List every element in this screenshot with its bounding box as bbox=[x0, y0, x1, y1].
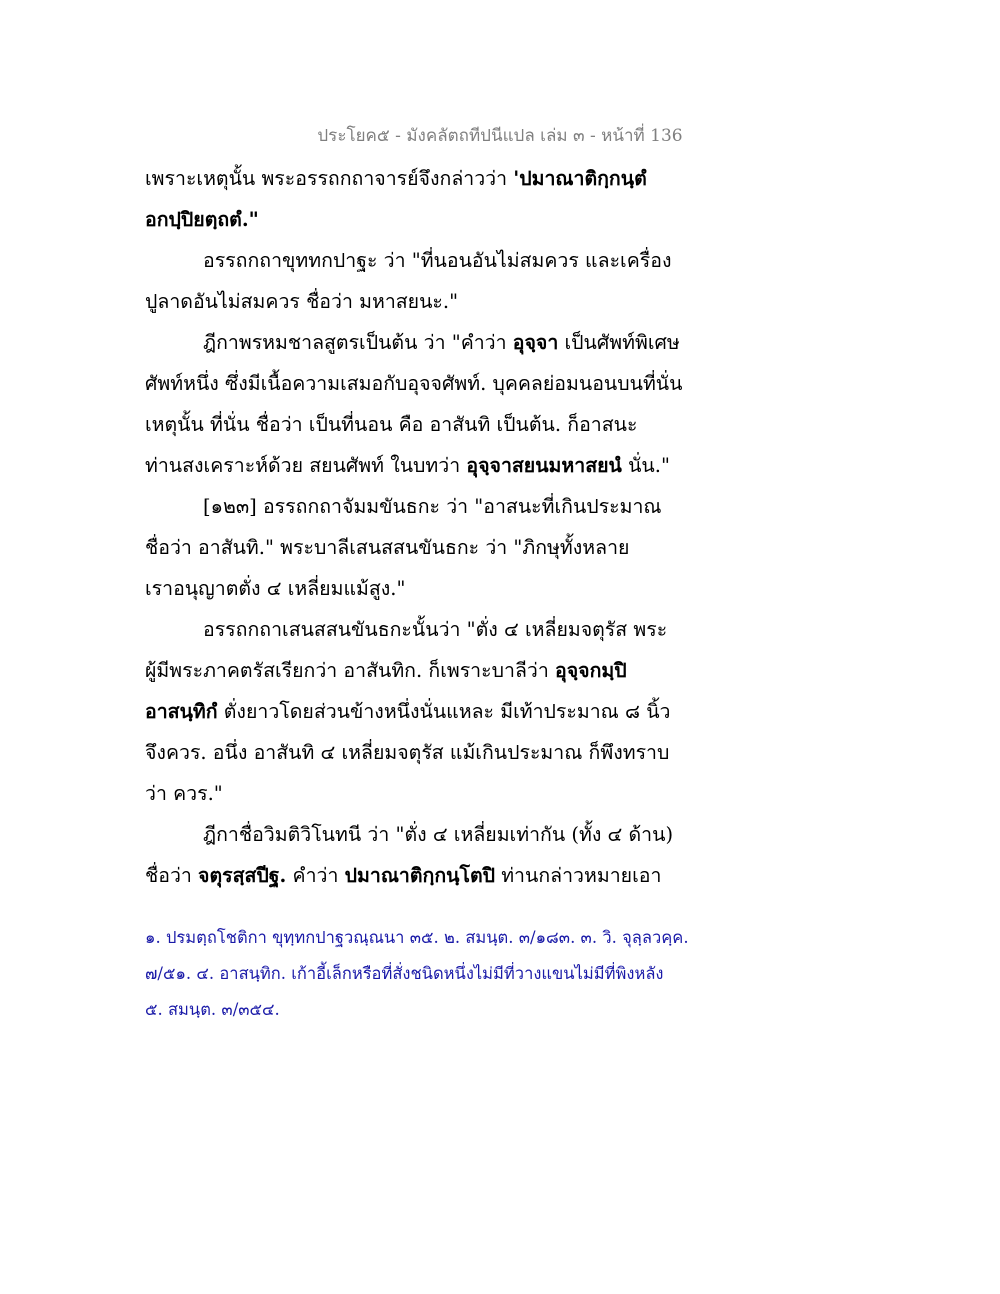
text-segment: จัมมขันธกะ ว่า "อาสนะที่เกินประมาณ bbox=[342, 495, 662, 518]
text-segment: นั่น." bbox=[621, 454, 670, 477]
pali-term: อุจฺจา bbox=[512, 331, 559, 354]
text-line bbox=[145, 732, 705, 773]
text-line bbox=[145, 322, 705, 363]
text-line bbox=[145, 486, 705, 527]
text-line bbox=[145, 281, 705, 322]
text-line bbox=[145, 568, 705, 609]
body-text bbox=[145, 158, 705, 896]
text-segment: เราอนุญาตตั่ง ๔ เหลี่ยม bbox=[145, 577, 344, 600]
footnote-line: ๕. สมนฺต. ๓/๓๕๔. bbox=[145, 1000, 280, 1019]
text-line bbox=[145, 650, 705, 691]
text-segment: ชื่อว่า bbox=[145, 864, 199, 887]
pali-term: 'ปมาณาติกฺกนฺตํ bbox=[513, 167, 647, 190]
text-segment: ท่านกล่าวหมายเอา bbox=[495, 864, 662, 887]
pali-term: อุจฺจกมฺปิ bbox=[555, 659, 627, 682]
text-segment: ศัพท์หนึ่ง ซึ่งมีเนื้อความเสมอกับอุจจศัพท์. บุคคลย่อมนอนบนที่นั่น bbox=[145, 372, 683, 395]
footnotes bbox=[145, 920, 765, 1028]
text-segment: เพราะเหตุนั้น พระอรรถกถาจารย์จึงกล่าวว่า bbox=[145, 167, 514, 190]
footnote-line: ๑. ปรมตฺถโชติกา ขุทฺทกปาฐวณฺณนา ๓๕. ๒. สมนฺต. ๓/๑๘๓. ๓. วิ. จุลฺลวคฺค. bbox=[145, 928, 689, 947]
text-segment: อรรถกถา bbox=[203, 618, 283, 641]
text-segment: ปูลาดอันไม่สมควร ชื่อว่า มหาสยนะ." bbox=[145, 290, 459, 313]
pali-term: อกปฺปิยตฺถตํ." bbox=[145, 208, 259, 231]
text-line bbox=[145, 445, 705, 486]
text-segment: คำว่า bbox=[286, 864, 345, 887]
text-segment: ว่า ควร." bbox=[145, 782, 223, 805]
text-segment: เหตุนั้น ที่นั่น ชื่อว่า เป็นที่นอน คือ อาสันทิ เป็นต้น. ก็อาสนะ bbox=[145, 413, 638, 436]
text-line bbox=[145, 814, 705, 855]
text-segment: อรรถกถา bbox=[203, 249, 283, 272]
text-segment: ฎีกาชื่อวิมติวิโนทนี ว่า "ตั่ง ๔ เหลี่ยมเท่ากัน (ทั้ง ๔ ด้าน) bbox=[203, 823, 674, 846]
text-segment: [๑๒๓] อรรถกถา bbox=[203, 495, 343, 518]
text-segment: แม้สูง." bbox=[343, 577, 406, 600]
text-segment: ผู้มีพระภาคตรัสเรียกว่า อาสันทิก. ก็เพราะบาลีว่า bbox=[145, 659, 555, 682]
text-segment: ฎีกาพรหมชาลสูตรเป็นต้น ว่า "คำว่า bbox=[203, 331, 513, 354]
text-line bbox=[145, 773, 705, 814]
text-line bbox=[145, 404, 705, 445]
text-line bbox=[145, 240, 705, 281]
text-segment: ชื่อว่า อาสันทิ." พระบาลี bbox=[145, 536, 350, 559]
pali-term: ปมาณาติกฺกนฺโตปิ bbox=[344, 864, 495, 887]
footnote-line: ๗/๕๑. ๔. อาสนฺทิก. เก้าอี้เล็กหรือที่สั่งชนิดหนึ่งไม่มีที่วางแขนไม่มีที่พิงหลัง bbox=[145, 964, 664, 983]
pali-term: อุจฺจาสยนมหาสยนํ bbox=[466, 454, 622, 477]
pali-term: จตุรสฺสปีฐ. bbox=[198, 864, 287, 887]
text-segment: เสนสสนขันธกะนั้นว่า "ตั่ง ๔ เหลี่ยมจตุรัส พระ bbox=[282, 618, 668, 641]
text-line bbox=[145, 363, 705, 404]
pali-term: อาสนฺทิกํ bbox=[145, 700, 218, 723]
text-segment: ท่านสงเคราะห์ด้วย สยนศัพท์ ในบทว่า bbox=[145, 454, 467, 477]
text-segment: จึงควร. อนึ่ง อาสันทิ ๔ เหลี่ยมจตุรัส แม้เกินประมาณ ก็พึงทราบ bbox=[145, 741, 670, 764]
text-line bbox=[145, 199, 705, 240]
text-line bbox=[145, 158, 705, 199]
text-line bbox=[145, 691, 705, 732]
page-header: ประโยค๕ - มังคลัตถทีปนีแปล เล่ม ๓ - หน้าที่ 136 bbox=[317, 126, 683, 146]
text-segment: เป็นศัพท์พิเศษ bbox=[558, 331, 680, 354]
text-segment: ตั่งยาวโดยส่วนข้างหนึ่งนั่นแหละ มีเท้าประมาณ ๘ นิ้ว bbox=[217, 700, 671, 723]
text-line bbox=[145, 527, 705, 568]
text-line bbox=[145, 609, 705, 650]
text-segment: เสนสสนขันธกะ ว่า "ภิกษุทั้งหลาย bbox=[349, 536, 630, 559]
text-segment: ขุททกปาฐะ ว่า "ที่นอนอันไม่สมควร และเครื่อง bbox=[282, 249, 672, 272]
text-line bbox=[145, 855, 705, 896]
